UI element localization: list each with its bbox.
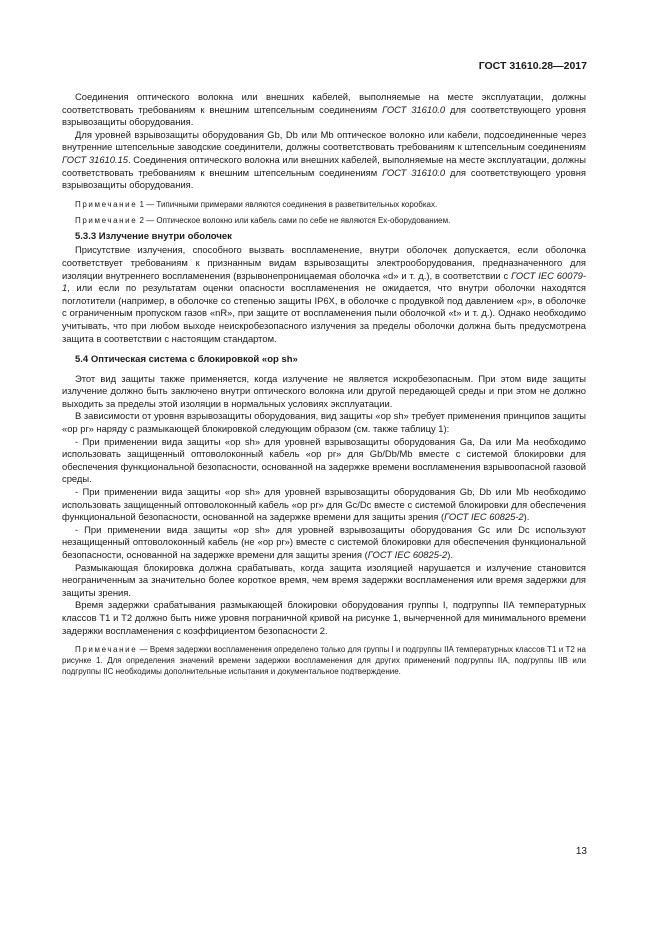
text-run: Для уровней взрывозащиты оборудования Gb, Db или Mb оптическое волокно или кабели, подсоединенные через внутренние штепсельные заводские соединители, должны соответствовать требованиям к штепсельным соединениям	[62, 128, 586, 153]
list-item	[62, 486, 586, 524]
standard-reference: ГОСТ IEC 60825-2	[444, 511, 524, 523]
standard-reference: ГОСТ IEC 60825-2	[367, 549, 448, 560]
section-heading-5-4: 5.4 Оптическая система с блокировкой «op sh»	[75, 354, 298, 366]
note-text: 2 — Оптическое волокно или кабель сами по себе не являются Ex-оборудованием.	[137, 215, 451, 225]
standard-reference: ГОСТ 31610.15	[62, 153, 128, 165]
text-run: - При применении вида защиты «op sh» для уровней взрывозащиты оборудования Gb, Db или Mb необходимо использовать защищенный оптоволоконный кабель «op pr» для Gc/Dc вместе с системой блокировки для обеспечения функциональной безопасности, основанной на задержке времени для защиты зрения (	[62, 486, 586, 523]
section-heading-5-3-3: 5.3.3 Излучение внутри оболочек	[75, 230, 232, 242]
text-run: Присутствие излучения, способного вызвать воспламенение, внутри оболочек допускается, если оболочка соответствует требованиям к признанным видам взрывозащиты электрооборудования, предназначенного для изоляции внутреннего воспламенения (взрывонепроницаемая оболочка «d» и т. д.), в соответствии с	[62, 244, 586, 281]
list-item	[62, 524, 586, 562]
note	[62, 215, 586, 226]
text-run: для соответствующего уровня взрывозащиты оборудования.	[62, 103, 586, 128]
paragraph: Размыкающая блокировка должна срабатывать, когда защита изоляцией нарушается и излучение становится неограниченным за значительно более короткое время, чем время задержки воспламенения или время задержки для защиты зрения.	[62, 561, 586, 598]
text-run: ).	[523, 511, 530, 523]
note-text: — Время задержки воспламенения определено только для группы I и подгруппы IIA температурных классов Т1 и Т2 на рисунке 1. Для определения значений времени задержки воспламенения для других применений подгруппы IIA, подгруппы IIB или подгруппы IIC необходимы дополнительные испытания и документальное подтверждение.	[62, 645, 586, 677]
standard-reference: ГОСТ IEC 60079-1	[62, 269, 587, 294]
paragraph	[62, 244, 586, 345]
text-run: , или если по результатам оценки опасности воспламенения не ожидается, что внутри оболочки находятся поглотители (например, в оболочке со степенью защиты IP6X, в оболочке с продувкой под давлением «р», в оболочке с ограниченным пропуском газов «nR», при защите от воспламенения пыли оболочкой «t» и т. д.). Однако необходимо учитывать, что при любом выходе неискробезопасного излучения за пределы оболочки должна быть предусмотрена защита в соответствии с настоящим стандартом.	[62, 282, 586, 344]
note	[62, 199, 586, 210]
document-code-header: ГОСТ 31610.28—2017	[478, 60, 587, 72]
text-run: ).	[447, 549, 453, 560]
standard-reference: ГОСТ 31610.0	[382, 103, 446, 115]
text-run: Соединения оптического волокна или внешних кабелей, выполняемые на месте эксплуатации, должны соответствовать требованиям к внешним штепсельным соединениям	[62, 91, 586, 115]
text-run: для соответствующего уровня взрывозащиты оборудования.	[62, 166, 586, 191]
list-item: - При применении вида защиты «op sh» для уровней взрывозащиты оборудования Ga, Da или Ma необходимо использовать защищенный оптоволоконный кабель «op pr» для Gb/Db/Mb вместе с системой блокировки для обеспечения функциональной безопасности, основанной на задержке времени воспламенения взрывоопасной газовой среды.	[62, 435, 586, 485]
page-number: 13	[575, 846, 587, 857]
note-label: Примечание	[75, 199, 138, 209]
paragraph: Этот вид защиты также применяется, когда излучение не является искробезопасным. При этом виде защиты излучение должно быть заключено внутри оптического волокна или другой передающей среды и при этом не должно выходить за пределы этой изоляции в нормальных условиях эксплуатации.	[62, 372, 586, 409]
paragraph: В зависимости от уровня взрывозащиты оборудования, вид защиты «op sh» требует применения принципов защиты «op pr» наряду с размыкающей блокировкой следующим образом (см. также таблицу 1):	[62, 410, 586, 435]
note-text: 1 — Типичными примерами являются соединения в разветвительных коробках.	[137, 199, 438, 209]
paragraph	[62, 91, 586, 129]
note	[62, 644, 586, 677]
paragraph: Время задержки срабатывания размыкающей блокировки оборудования группы I, подгруппы IIA температурных классов Т1 и Т2 должно быть ниже уровня пограничной кривой на рисунке 1, вычерченной для минимального времени задержки воспламенения с коэффициентом безопасности 2.	[62, 599, 586, 636]
text-run: - При применении вида защиты «op sh» для уровней взрывозащиты оборудования Gc или Dc используют незащищенный оптоволоконный кабель (не «op pr») вместе с системой блокировки для обеспечения функциональной безопасности, основанной на задержке времени для защиты зрения (	[62, 523, 586, 560]
standard-reference: ГОСТ 31610.0	[382, 166, 446, 178]
text-run: . Соединения оптического волокна или внешних кабелей, выполняемые на месте эксплуатации, должны соответствовать требованиям к внешним штепсельным соединениям	[62, 153, 586, 178]
note-label: Примечание	[75, 215, 138, 225]
paragraph	[62, 129, 586, 192]
document-body	[62, 91, 586, 677]
note-label: Примечание	[75, 645, 138, 655]
